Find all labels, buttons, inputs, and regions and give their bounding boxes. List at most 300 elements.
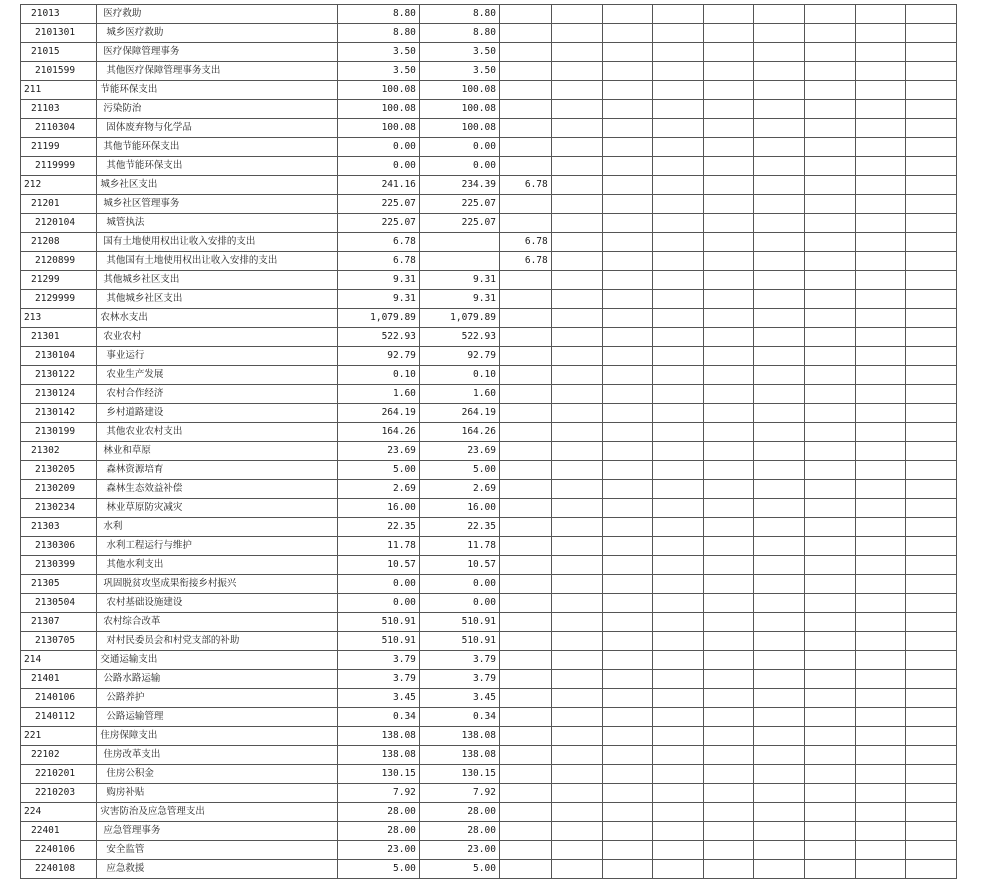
empty-cell: [805, 195, 856, 214]
empty-cell: [703, 100, 754, 119]
total-amount-cell: 5.00: [338, 860, 420, 879]
empty-cell: [855, 100, 906, 119]
basic-expenditure-cell: 23.00: [419, 841, 499, 860]
empty-cell: [855, 537, 906, 556]
empty-cell: [906, 423, 957, 442]
empty-cell: [906, 290, 957, 309]
empty-cell: [703, 670, 754, 689]
empty-cell: [805, 290, 856, 309]
total-amount-cell: 522.93: [338, 328, 420, 347]
total-amount-cell: 130.15: [338, 765, 420, 784]
project-expenditure-cell: [499, 43, 551, 62]
project-expenditure-cell: [499, 442, 551, 461]
empty-cell: [653, 5, 704, 24]
empty-cell: [603, 176, 653, 195]
empty-cell: [603, 81, 653, 100]
total-amount-cell: 100.08: [338, 81, 420, 100]
empty-cell: [653, 746, 704, 765]
total-amount-cell: 16.00: [338, 499, 420, 518]
empty-cell: [805, 689, 856, 708]
basic-expenditure-cell: 510.91: [419, 632, 499, 651]
empty-cell: [551, 727, 603, 746]
basic-expenditure-cell: [419, 233, 499, 252]
empty-cell: [603, 423, 653, 442]
total-amount-cell: 2.69: [338, 480, 420, 499]
empty-cell: [653, 499, 704, 518]
empty-cell: [603, 100, 653, 119]
empty-cell: [906, 214, 957, 233]
empty-cell: [855, 195, 906, 214]
total-amount-cell: 0.00: [338, 594, 420, 613]
empty-cell: [855, 62, 906, 81]
empty-cell: [603, 841, 653, 860]
project-expenditure-cell: [499, 62, 551, 81]
empty-cell: [703, 575, 754, 594]
empty-cell: [754, 290, 805, 309]
subject-name-cell: 公路水路运输: [97, 670, 338, 689]
subject-name-cell: 城乡社区管理事务: [97, 195, 338, 214]
total-amount-cell: 28.00: [338, 822, 420, 841]
empty-cell: [603, 195, 653, 214]
project-expenditure-cell: [499, 556, 551, 575]
empty-cell: [653, 176, 704, 195]
empty-cell: [754, 309, 805, 328]
empty-cell: [855, 556, 906, 575]
empty-cell: [855, 24, 906, 43]
subject-code-cell: 2210203: [21, 784, 97, 803]
subject-name-cell: 对村民委员会和村党支部的补助: [97, 632, 338, 651]
empty-cell: [703, 708, 754, 727]
empty-cell: [906, 385, 957, 404]
empty-cell: [551, 670, 603, 689]
basic-expenditure-cell: 1,079.89: [419, 309, 499, 328]
empty-cell: [603, 442, 653, 461]
empty-cell: [805, 746, 856, 765]
subject-code-cell: 224: [21, 803, 97, 822]
subject-code-cell: 211: [21, 81, 97, 100]
empty-cell: [603, 803, 653, 822]
empty-cell: [551, 575, 603, 594]
empty-cell: [754, 727, 805, 746]
empty-cell: [603, 689, 653, 708]
empty-cell: [703, 138, 754, 157]
total-amount-cell: 3.79: [338, 670, 420, 689]
empty-cell: [603, 651, 653, 670]
empty-cell: [906, 746, 957, 765]
table-row: [21, 24, 1000, 43]
empty-cell: [754, 689, 805, 708]
empty-cell: [603, 499, 653, 518]
empty-cell: [855, 271, 906, 290]
project-expenditure-cell: 6.78: [499, 252, 551, 271]
empty-cell: [703, 290, 754, 309]
empty-cell: [906, 138, 957, 157]
empty-cell: [653, 271, 704, 290]
basic-expenditure-cell: 3.79: [419, 651, 499, 670]
empty-cell: [805, 537, 856, 556]
empty-cell: [855, 480, 906, 499]
subject-name-cell: 森林资源培育: [97, 461, 338, 480]
empty-cell: [653, 822, 704, 841]
empty-cell: [653, 157, 704, 176]
total-amount-cell: 8.80: [338, 24, 420, 43]
subject-name-cell: 城乡医疗救助: [97, 24, 338, 43]
subject-name-cell: 水利: [97, 518, 338, 537]
total-amount-cell: 164.26: [338, 423, 420, 442]
subject-code-cell: 21307: [21, 613, 97, 632]
table-row: [21, 670, 1000, 689]
empty-cell: [754, 841, 805, 860]
empty-cell: [754, 822, 805, 841]
basic-expenditure-cell: 264.19: [419, 404, 499, 423]
empty-cell: [855, 708, 906, 727]
empty-cell: [906, 803, 957, 822]
empty-cell: [754, 328, 805, 347]
empty-cell: [805, 328, 856, 347]
project-expenditure-cell: [499, 689, 551, 708]
total-amount-cell: 100.08: [338, 100, 420, 119]
empty-cell: [653, 556, 704, 575]
empty-cell: [805, 784, 856, 803]
table-row: [21, 157, 1000, 176]
project-expenditure-cell: [499, 195, 551, 214]
empty-cell: [754, 461, 805, 480]
empty-cell: [754, 746, 805, 765]
empty-cell: [754, 404, 805, 423]
project-expenditure-cell: [499, 119, 551, 138]
empty-cell: [754, 423, 805, 442]
empty-cell: [805, 43, 856, 62]
empty-cell: [703, 480, 754, 499]
empty-cell: [551, 157, 603, 176]
empty-cell: [551, 62, 603, 81]
empty-cell: [805, 575, 856, 594]
project-expenditure-cell: [499, 328, 551, 347]
empty-cell: [551, 537, 603, 556]
empty-cell: [551, 594, 603, 613]
empty-cell: [653, 860, 704, 879]
project-expenditure-cell: [499, 271, 551, 290]
empty-cell: [754, 366, 805, 385]
empty-cell: [551, 5, 603, 24]
empty-cell: [906, 233, 957, 252]
empty-cell: [855, 746, 906, 765]
empty-cell: [703, 176, 754, 195]
project-expenditure-cell: [499, 803, 551, 822]
empty-cell: [855, 651, 906, 670]
empty-cell: [855, 727, 906, 746]
empty-cell: [906, 518, 957, 537]
empty-cell: [754, 119, 805, 138]
empty-cell: [805, 670, 856, 689]
empty-cell: [703, 328, 754, 347]
table-row: [21, 765, 1000, 784]
empty-cell: [551, 252, 603, 271]
subject-name-cell: 住房改革支出: [97, 746, 338, 765]
empty-cell: [855, 233, 906, 252]
project-expenditure-cell: [499, 100, 551, 119]
empty-cell: [653, 594, 704, 613]
project-expenditure-cell: [499, 157, 551, 176]
empty-cell: [805, 518, 856, 537]
empty-cell: [603, 708, 653, 727]
empty-cell: [551, 404, 603, 423]
empty-cell: [551, 100, 603, 119]
empty-cell: [703, 765, 754, 784]
empty-cell: [653, 689, 704, 708]
empty-cell: [855, 860, 906, 879]
subject-code-cell: 21013: [21, 5, 97, 24]
project-expenditure-cell: [499, 81, 551, 100]
empty-cell: [754, 214, 805, 233]
empty-cell: [855, 81, 906, 100]
total-amount-cell: 22.35: [338, 518, 420, 537]
empty-cell: [906, 727, 957, 746]
empty-cell: [603, 385, 653, 404]
empty-cell: [551, 214, 603, 233]
empty-cell: [703, 157, 754, 176]
total-amount-cell: 5.00: [338, 461, 420, 480]
empty-cell: [805, 233, 856, 252]
subject-code-cell: 2240106: [21, 841, 97, 860]
empty-cell: [603, 518, 653, 537]
subject-code-cell: 2130705: [21, 632, 97, 651]
basic-expenditure-cell: 1.60: [419, 385, 499, 404]
empty-cell: [754, 100, 805, 119]
empty-cell: [703, 423, 754, 442]
empty-cell: [603, 575, 653, 594]
project-expenditure-cell: [499, 860, 551, 879]
basic-expenditure-cell: 9.31: [419, 271, 499, 290]
table-row: [21, 119, 1000, 138]
total-amount-cell: 225.07: [338, 195, 420, 214]
empty-cell: [603, 822, 653, 841]
total-amount-cell: 510.91: [338, 613, 420, 632]
empty-cell: [906, 632, 957, 651]
empty-cell: [653, 385, 704, 404]
empty-cell: [906, 347, 957, 366]
empty-cell: [805, 727, 856, 746]
empty-cell: [653, 651, 704, 670]
empty-cell: [653, 309, 704, 328]
project-expenditure-cell: [499, 499, 551, 518]
project-expenditure-cell: [499, 841, 551, 860]
empty-cell: [603, 727, 653, 746]
empty-cell: [703, 271, 754, 290]
empty-cell: [603, 670, 653, 689]
empty-cell: [754, 157, 805, 176]
empty-cell: [603, 328, 653, 347]
table-row: [21, 556, 1000, 575]
empty-cell: [551, 43, 603, 62]
empty-cell: [855, 309, 906, 328]
total-amount-cell: 9.31: [338, 290, 420, 309]
empty-cell: [906, 784, 957, 803]
empty-cell: [754, 5, 805, 24]
empty-cell: [653, 613, 704, 632]
empty-cell: [703, 309, 754, 328]
empty-cell: [754, 575, 805, 594]
empty-cell: [754, 613, 805, 632]
empty-cell: [754, 271, 805, 290]
empty-cell: [855, 404, 906, 423]
empty-cell: [805, 100, 856, 119]
empty-cell: [603, 62, 653, 81]
empty-cell: [805, 5, 856, 24]
subject-code-cell: 213: [21, 309, 97, 328]
basic-expenditure-cell: 7.92: [419, 784, 499, 803]
empty-cell: [805, 461, 856, 480]
budget-expenditure-table: [20, 4, 1000, 879]
total-amount-cell: 11.78: [338, 537, 420, 556]
project-expenditure-cell: [499, 594, 551, 613]
empty-cell: [653, 43, 704, 62]
total-amount-cell: 1,079.89: [338, 309, 420, 328]
empty-cell: [551, 138, 603, 157]
empty-cell: [754, 195, 805, 214]
project-expenditure-cell: [499, 24, 551, 43]
project-expenditure-cell: [499, 309, 551, 328]
empty-cell: [805, 632, 856, 651]
empty-cell: [906, 651, 957, 670]
subject-code-cell: 21201: [21, 195, 97, 214]
table-row: [21, 404, 1000, 423]
subject-name-cell: 购房补贴: [97, 784, 338, 803]
total-amount-cell: 100.08: [338, 119, 420, 138]
empty-cell: [805, 442, 856, 461]
empty-cell: [906, 252, 957, 271]
empty-cell: [805, 651, 856, 670]
basic-expenditure-cell: 8.80: [419, 24, 499, 43]
empty-cell: [551, 841, 603, 860]
subject-name-cell: 交通运输支出: [97, 651, 338, 670]
subject-name-cell: 应急救援: [97, 860, 338, 879]
subject-name-cell: 公路养护: [97, 689, 338, 708]
table-row: [21, 43, 1000, 62]
subject-name-cell: 其他农业农村支出: [97, 423, 338, 442]
subject-name-cell: 医疗保障管理事务: [97, 43, 338, 62]
table-row: [21, 803, 1000, 822]
empty-cell: [855, 594, 906, 613]
empty-cell: [855, 119, 906, 138]
empty-cell: [653, 518, 704, 537]
empty-cell: [855, 138, 906, 157]
empty-cell: [703, 803, 754, 822]
empty-cell: [805, 62, 856, 81]
project-expenditure-cell: 6.78: [499, 176, 551, 195]
project-expenditure-cell: [499, 366, 551, 385]
basic-expenditure-cell: 8.80: [419, 5, 499, 24]
table-row: [21, 271, 1000, 290]
total-amount-cell: 3.79: [338, 651, 420, 670]
subject-code-cell: 2130142: [21, 404, 97, 423]
subject-name-cell: 农村基础设施建设: [97, 594, 338, 613]
table-row: [21, 290, 1000, 309]
subject-code-cell: 2130399: [21, 556, 97, 575]
empty-cell: [653, 119, 704, 138]
empty-cell: [805, 860, 856, 879]
subject-name-cell: 林业草原防灾减灾: [97, 499, 338, 518]
empty-cell: [653, 442, 704, 461]
empty-cell: [551, 803, 603, 822]
empty-cell: [703, 233, 754, 252]
total-amount-cell: 92.79: [338, 347, 420, 366]
empty-cell: [551, 195, 603, 214]
subject-name-cell: 公路运输管理: [97, 708, 338, 727]
empty-cell: [551, 119, 603, 138]
subject-code-cell: 21208: [21, 233, 97, 252]
empty-cell: [603, 860, 653, 879]
subject-code-cell: 214: [21, 651, 97, 670]
basic-expenditure-cell: 22.35: [419, 518, 499, 537]
empty-cell: [906, 822, 957, 841]
empty-cell: [603, 138, 653, 157]
empty-cell: [855, 290, 906, 309]
total-amount-cell: 1.60: [338, 385, 420, 404]
subject-name-cell: 其他医疗保障管理事务支出: [97, 62, 338, 81]
empty-cell: [703, 632, 754, 651]
subject-code-cell: 2140106: [21, 689, 97, 708]
empty-cell: [805, 366, 856, 385]
empty-cell: [906, 81, 957, 100]
subject-code-cell: 221: [21, 727, 97, 746]
empty-cell: [703, 252, 754, 271]
empty-cell: [703, 62, 754, 81]
project-expenditure-cell: [499, 632, 551, 651]
empty-cell: [653, 803, 704, 822]
subject-code-cell: 2130209: [21, 480, 97, 499]
project-expenditure-cell: [499, 613, 551, 632]
empty-cell: [551, 347, 603, 366]
empty-cell: [551, 632, 603, 651]
empty-cell: [754, 62, 805, 81]
basic-expenditure-cell: 10.57: [419, 556, 499, 575]
empty-cell: [653, 461, 704, 480]
empty-cell: [906, 765, 957, 784]
empty-cell: [855, 765, 906, 784]
empty-cell: [653, 100, 704, 119]
table-row: [21, 442, 1000, 461]
table-row: [21, 461, 1000, 480]
empty-cell: [653, 195, 704, 214]
subject-code-cell: 21301: [21, 328, 97, 347]
subject-code-cell: 2130122: [21, 366, 97, 385]
project-expenditure-cell: [499, 5, 551, 24]
empty-cell: [805, 765, 856, 784]
empty-cell: [603, 347, 653, 366]
empty-cell: [603, 271, 653, 290]
empty-cell: [551, 290, 603, 309]
empty-cell: [551, 480, 603, 499]
empty-cell: [906, 366, 957, 385]
subject-name-cell: 农村综合改革: [97, 613, 338, 632]
empty-cell: [754, 480, 805, 499]
subject-name-cell: 应急管理事务: [97, 822, 338, 841]
empty-cell: [805, 24, 856, 43]
empty-cell: [603, 594, 653, 613]
basic-expenditure-cell: [419, 252, 499, 271]
empty-cell: [653, 81, 704, 100]
empty-cell: [551, 518, 603, 537]
total-amount-cell: 6.78: [338, 252, 420, 271]
subject-name-cell: 巩固脱贫攻坚成果衔接乡村振兴: [97, 575, 338, 594]
empty-cell: [703, 594, 754, 613]
empty-cell: [906, 480, 957, 499]
empty-cell: [703, 43, 754, 62]
subject-name-cell: 农业生产发展: [97, 366, 338, 385]
empty-cell: [855, 822, 906, 841]
total-amount-cell: 510.91: [338, 632, 420, 651]
